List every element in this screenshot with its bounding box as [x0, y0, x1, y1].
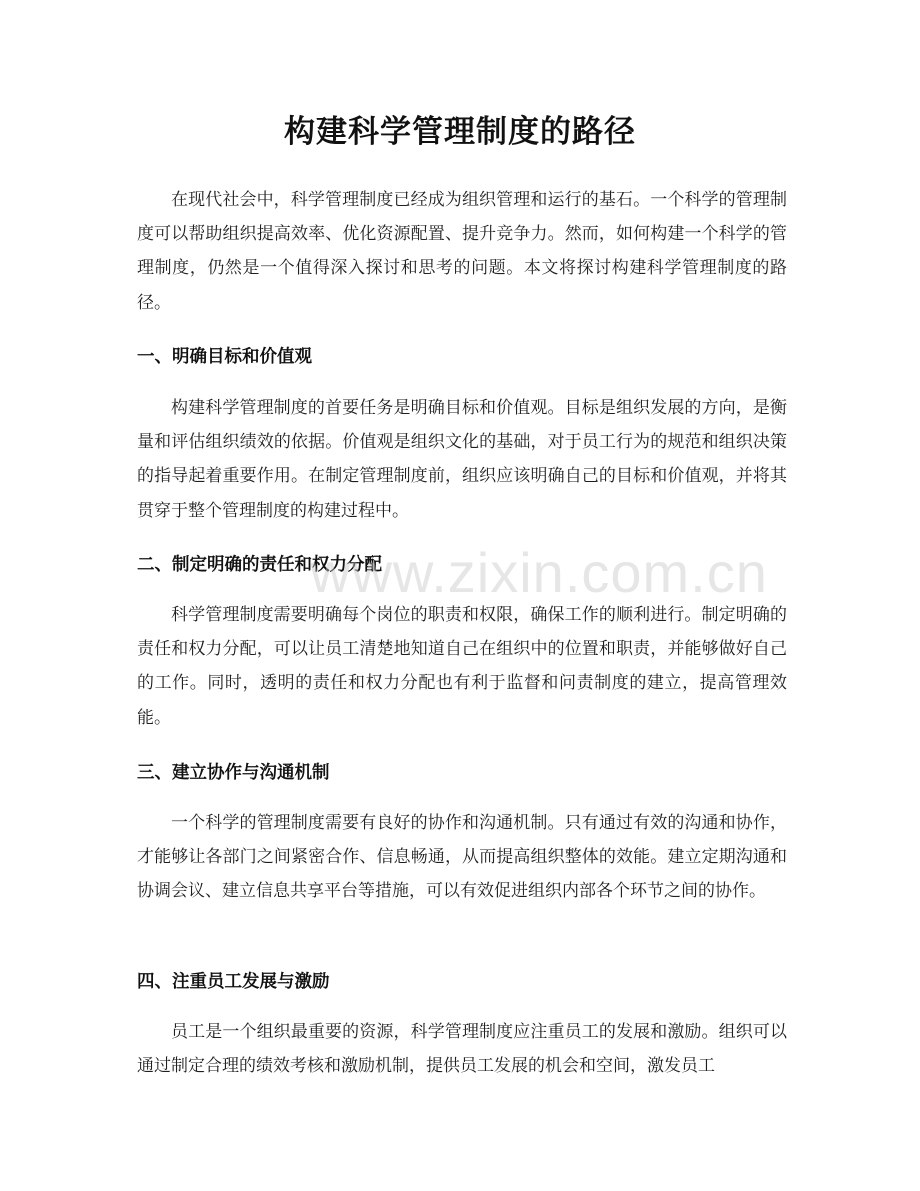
section-heading-2: 二、制定明确的责任和权力分配: [137, 555, 382, 575]
intro-paragraph: 在现代社会中，科学管理制度已经成为组织管理和运行的基石。一个科学的管理制度可以帮助组织提高效率、优化资源配置、提升竞争力。然而，如何构建一个科学的管理制度，仍然是一个值得深入探讨和思考的问题。本文将探讨构建科学管理制度的路径。: [137, 190, 787, 313]
section-body-2: 科学管理制度需要明确每个岗位的职责和权限，确保工作的顺利进行。制定明确的责任和权力分配，可以让员工清楚地知道自己在组织中的位置和职责，并能够做好自己的工作。同时，透明的责任和权力分配也有利于监督和问责制度的建立，提高管理效能。: [137, 605, 787, 728]
section-body-1: 构建科学管理制度的首要任务是明确目标和价值观。目标是组织发展的方向，是衡量和评估组织绩效的依据。价值观是组织文化的基础，对于员工行为的规范和组织决策的指导起着重要作用。在制定管理制度前，组织应该明确自己的目标和价值观，并将其贯穿于整个管理制度的构建过程中。: [137, 398, 787, 521]
watermark-logo: www.zixin.com.cn: [310, 541, 768, 604]
section-heading-1: 一、明确目标和价值观: [137, 347, 312, 367]
section-heading-3: 三、建立协作与沟通机制: [137, 763, 330, 783]
document-title: 构建科学管理制度的路径: [284, 114, 636, 150]
section-body-3: 一个科学的管理制度需要有良好的协作和沟通机制。只有通过有效的沟通和协作，才能够让各部门之间紧密合作、信息畅通，从而提高组织整体的效能。建立定期沟通和协调会议、建立信息共享平台等措施，可以有效促进组织内部各个环节之间的协作。: [137, 813, 787, 902]
section-body-4: 员工是一个组织最重要的资源，科学管理制度应注重员工的发展和激励。组织可以通过制定合理的绩效考核和激励机制，提供员工发展的机会和空间，激发员工: [137, 1022, 787, 1077]
section-heading-4: 四、注重员工发展与激励: [137, 972, 330, 992]
